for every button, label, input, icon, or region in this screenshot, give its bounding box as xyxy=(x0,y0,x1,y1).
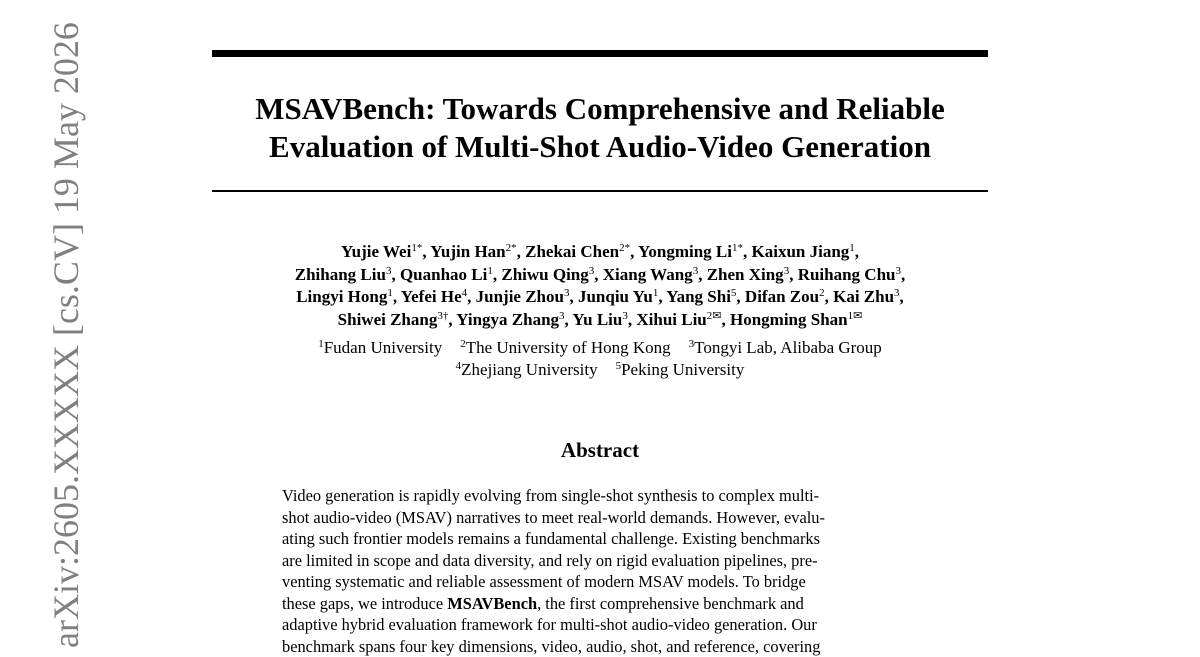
author xyxy=(745,287,825,306)
author-name: Lingyi Hong xyxy=(296,287,387,306)
author-affiliation-marker: 3 xyxy=(894,287,900,299)
author-name: Xihui Liu xyxy=(636,310,706,329)
affiliation-number: 4 xyxy=(456,360,462,372)
abstract-line: shot audio-video (MSAV) narratives to meet real-world demands. However, evalu- xyxy=(282,507,922,529)
paper-title-line: Evaluation of Multi-Shot Audio-Video Generation xyxy=(212,128,988,166)
author-affiliation-marker: 3 xyxy=(622,310,628,322)
affiliation xyxy=(616,360,745,379)
abstract-heading: Abstract xyxy=(212,437,988,463)
title-bottom-rule xyxy=(212,190,988,192)
author-affiliation-marker: 3 xyxy=(896,265,902,277)
author xyxy=(430,242,516,261)
affiliation-number: 3 xyxy=(689,338,695,350)
author xyxy=(295,265,392,284)
affiliation-name: The University of Hong Kong xyxy=(466,338,671,357)
author-line: Lingyi Hong$^1$, Yefei He$^4$, Junjie Zhou$^3$, Junqiu Yu$^1$, Yang Shi$^5$, Difan Zou$^2$, Kai Zhu$^3$, xyxy=(212,286,988,309)
author-name: Yang Shi xyxy=(666,287,731,306)
author xyxy=(798,265,901,284)
affiliation-name: Tongyi Lab, Alibaba Group xyxy=(694,338,882,357)
author-affiliation-marker: 3 xyxy=(589,265,595,277)
author-affiliation-marker: 3 xyxy=(559,310,565,322)
author-affiliation-marker: 2* xyxy=(506,242,517,254)
abstract-line xyxy=(282,593,922,615)
abstract-line: ating such frontier models remains a fundamental challenge. Existing benchmarks xyxy=(282,528,922,550)
author-name: Shiwei Zhang xyxy=(338,310,438,329)
author-name: Difan Zou xyxy=(745,287,819,306)
abstract-line: Video generation is rapidly evolving from single-shot synthesis to complex multi- xyxy=(282,485,922,507)
affiliation xyxy=(456,360,598,379)
affiliation-name: Zhejiang University xyxy=(461,360,597,379)
author-name: Ruihang Chu xyxy=(798,265,896,284)
author-affiliation-marker: 2 xyxy=(819,287,825,299)
author-affiliation-marker: 5 xyxy=(731,287,737,299)
paper-title xyxy=(212,90,988,166)
author-name: Zhekai Chen xyxy=(525,242,619,261)
author xyxy=(730,310,862,329)
author-name: Yefei He xyxy=(401,287,462,306)
author-name: Yongming Li xyxy=(638,242,732,261)
author-affiliation-marker: 1 xyxy=(653,287,659,299)
author-name: Xiang Wang xyxy=(603,265,693,284)
affiliation-name: Peking University xyxy=(621,360,744,379)
author-name: Yingya Zhang xyxy=(456,310,559,329)
author-affiliation-marker: 3 xyxy=(386,265,392,277)
title-top-rule xyxy=(212,50,988,57)
author-affiliation-marker: 3 xyxy=(564,287,570,299)
author-line: Yujie Wei$^{1*}$, Yujin Han$^{2*}$, Zhekai Chen$^{2*}$, Yongming $Li^{1*}$, Kaixun Jiang$^1$, xyxy=(212,241,988,264)
author-affiliation-marker: 1* xyxy=(732,242,743,254)
affiliation xyxy=(318,338,442,357)
abstract-text: , the first comprehensive benchmark and xyxy=(537,594,804,613)
affiliation-name: Fudan University xyxy=(324,338,443,357)
author-name: Yujie Wei xyxy=(341,242,411,261)
author xyxy=(833,287,899,306)
author-name: Zhihang Liu xyxy=(295,265,386,284)
author-affiliation-marker: 2✉ xyxy=(707,310,722,322)
author-affiliation-marker: 1* xyxy=(411,242,422,254)
affiliation-line xyxy=(212,359,988,381)
affiliation xyxy=(460,338,670,357)
author-affiliation-marker: 3† xyxy=(437,310,448,322)
author xyxy=(636,310,721,329)
affiliation-line xyxy=(212,337,988,359)
author-name: Junjie Zhou xyxy=(476,287,564,306)
author-affiliation-marker: 3 xyxy=(693,265,699,277)
arxiv-identifier-stamp: arXiv:2605.XXXXX [cs.CV] 19 May 2026 xyxy=(48,22,84,648)
paper-header xyxy=(212,50,988,192)
affiliation-list xyxy=(212,337,988,381)
author xyxy=(572,310,627,329)
author xyxy=(338,310,449,329)
author xyxy=(400,265,493,284)
affiliation-number: 5 xyxy=(616,360,622,372)
abstract-body xyxy=(282,485,922,657)
author xyxy=(401,287,467,306)
author-affiliation-marker: 1 xyxy=(849,242,855,254)
abstract-line: are limited in scope and data diversity, and rely on rigid evaluation pipelines, pre- xyxy=(282,550,922,572)
author-name: Kaixun Jiang xyxy=(752,242,850,261)
author-name: Zhiwu Qing xyxy=(501,265,588,284)
author-name: Kai Zhu xyxy=(833,287,894,306)
author xyxy=(456,310,564,329)
author xyxy=(666,287,736,306)
author-affiliation-marker: 4 xyxy=(462,287,468,299)
abstract-text: these gaps, we introduce xyxy=(282,594,447,613)
abstract-line: benchmark spans four key dimensions, video, audio, shot, and reference, covering xyxy=(282,636,922,657)
author xyxy=(707,265,790,284)
abstract-line: venting systematic and reliable assessment of modern MSAV models. To bridge xyxy=(282,571,922,593)
author xyxy=(476,287,570,306)
author-list xyxy=(212,241,988,331)
author-line: Zhihang Liu$^3$, Quanhao Li$^1$, Zhiwu Qing$^3$, Xiang Wang$^3$, Zhen Xing$^3$, Ruihang Chu$^3$, xyxy=(212,264,988,287)
author-name: Junqiu Yu xyxy=(578,287,653,306)
author-name: Quanhao Li xyxy=(400,265,487,284)
author-affiliation-marker: 1 xyxy=(487,265,493,277)
benchmark-name: MSAVBench xyxy=(447,594,537,613)
abstract-line: adaptive hybrid evaluation framework for multi-shot audio-video generation. Our xyxy=(282,614,922,636)
author xyxy=(525,242,630,261)
author-affiliation-marker: 3 xyxy=(784,265,790,277)
affiliation-number: 1 xyxy=(318,338,324,350)
paper-title-line: MSAVBench: Towards Comprehensive and Reliable xyxy=(212,90,988,128)
author xyxy=(296,287,393,306)
author-name: Hongming Shan xyxy=(730,310,848,329)
author-affiliation-marker: 1 xyxy=(387,287,393,299)
author xyxy=(501,265,594,284)
author xyxy=(578,287,658,306)
author-name: Yu Liu xyxy=(572,310,622,329)
author xyxy=(341,242,422,261)
affiliation xyxy=(689,338,882,357)
author xyxy=(603,265,698,284)
author-line: Shiwei Zhang$^{3\dagger}$, Yingya Zhang$^3$, Yu Liu$^3$, Xihui Liu$^{2✉}$, Hongming Shan$^{1✉}$ xyxy=(212,309,988,332)
affiliation-number: 2 xyxy=(460,338,466,350)
author-affiliation-marker: 2* xyxy=(619,242,630,254)
author xyxy=(638,242,743,261)
author xyxy=(752,242,855,261)
author-name: Zhen Xing xyxy=(707,265,784,284)
author-name: Yujin Han xyxy=(430,242,505,261)
author-affiliation-marker: 1✉ xyxy=(848,310,863,322)
